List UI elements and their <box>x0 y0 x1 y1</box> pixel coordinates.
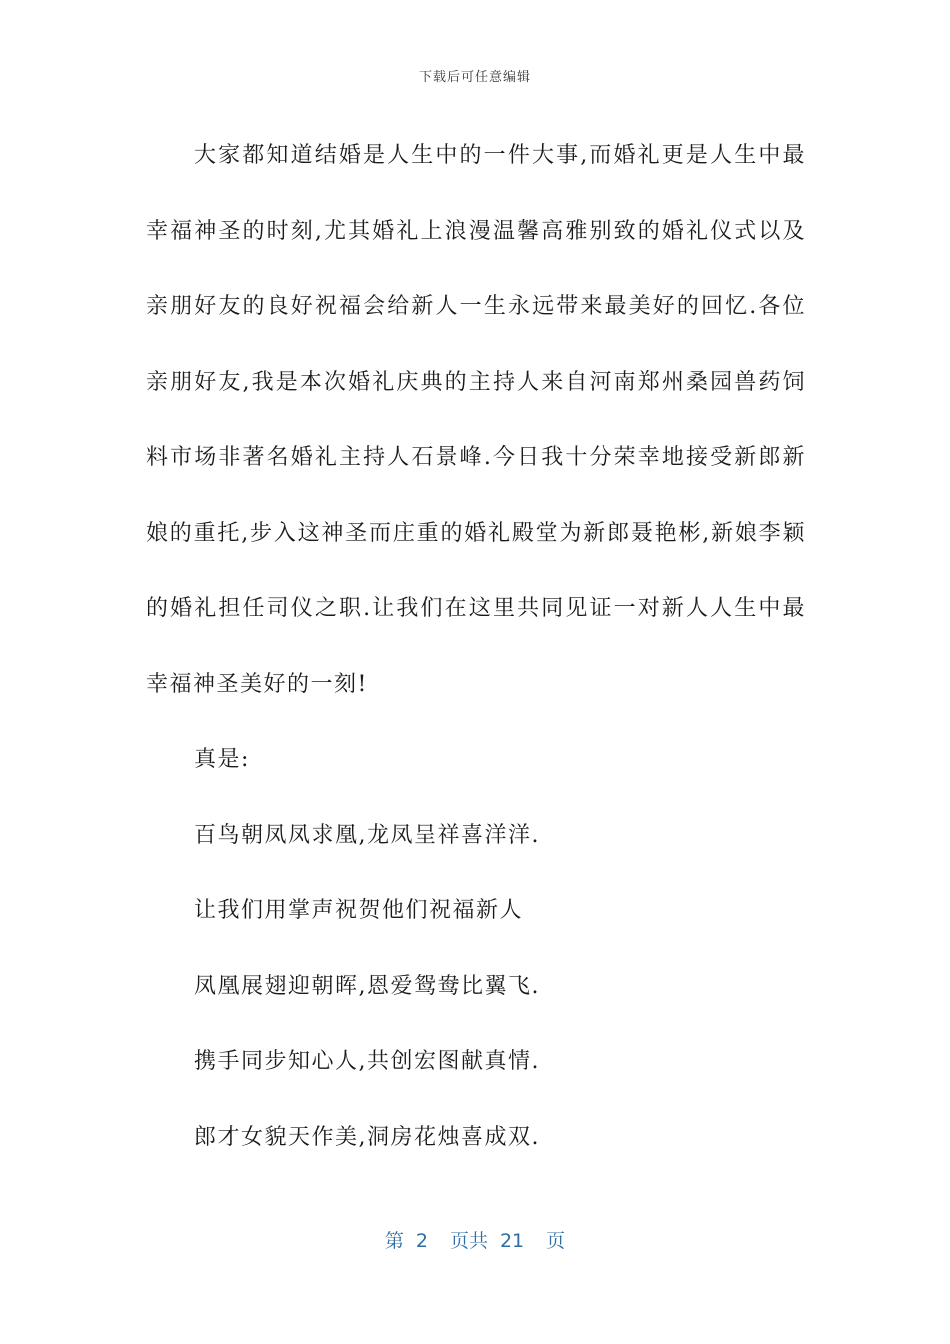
footer-prefix: 第 <box>384 1230 404 1252</box>
intro-paragraph: 大家都知道结婚是人生中的一件大事,而婚礼更是人生中最幸福神圣的时刻,尤其婚礼上浪漫温馨高雅别致的婚礼仪式以及亲朋好友的良好祝福会给新人一生永远带来最美好的回忆.各位亲朋好友,我是本次婚礼庆典的主持人来自河南郑州桑园兽药饲料市场非著名婚礼主持人石景峰.今日我十分荣幸地接受新郎新娘的重托,步入这神圣而庄重的婚礼殿堂为新郎聂艳彬,新娘李颖的婚礼担任司仪之职.让我们在这里共同见证一对新人人生中最幸福神圣美好的一刻! <box>146 143 806 697</box>
text-line: 郎才女貌天作美,洞房花烛喜成双. <box>194 1124 540 1150</box>
text-line: 携手同步知心人,共创宏图献真情. <box>194 1049 540 1074</box>
footer-page-number: 2 <box>415 1230 428 1252</box>
text-line: 凤凰展翅迎朝晖,恩爱鸳鸯比翼飞. <box>194 973 540 999</box>
text-line: 真是: <box>194 747 250 772</box>
document-body <box>146 118 806 1175</box>
footer-total-pages: 21 <box>499 1230 525 1252</box>
footer-suffix: 页 <box>546 1230 566 1252</box>
text-line: 百鸟朝凤凤求凰,龙凤呈祥喜洋洋. <box>194 822 540 848</box>
page-footer <box>0 1226 950 1253</box>
text-line: 让我们用掌声祝贺他们祝福新人 <box>194 898 524 923</box>
page-header: 下载后可任意编辑 <box>418 70 531 85</box>
footer-middle: 页共 <box>449 1230 488 1252</box>
